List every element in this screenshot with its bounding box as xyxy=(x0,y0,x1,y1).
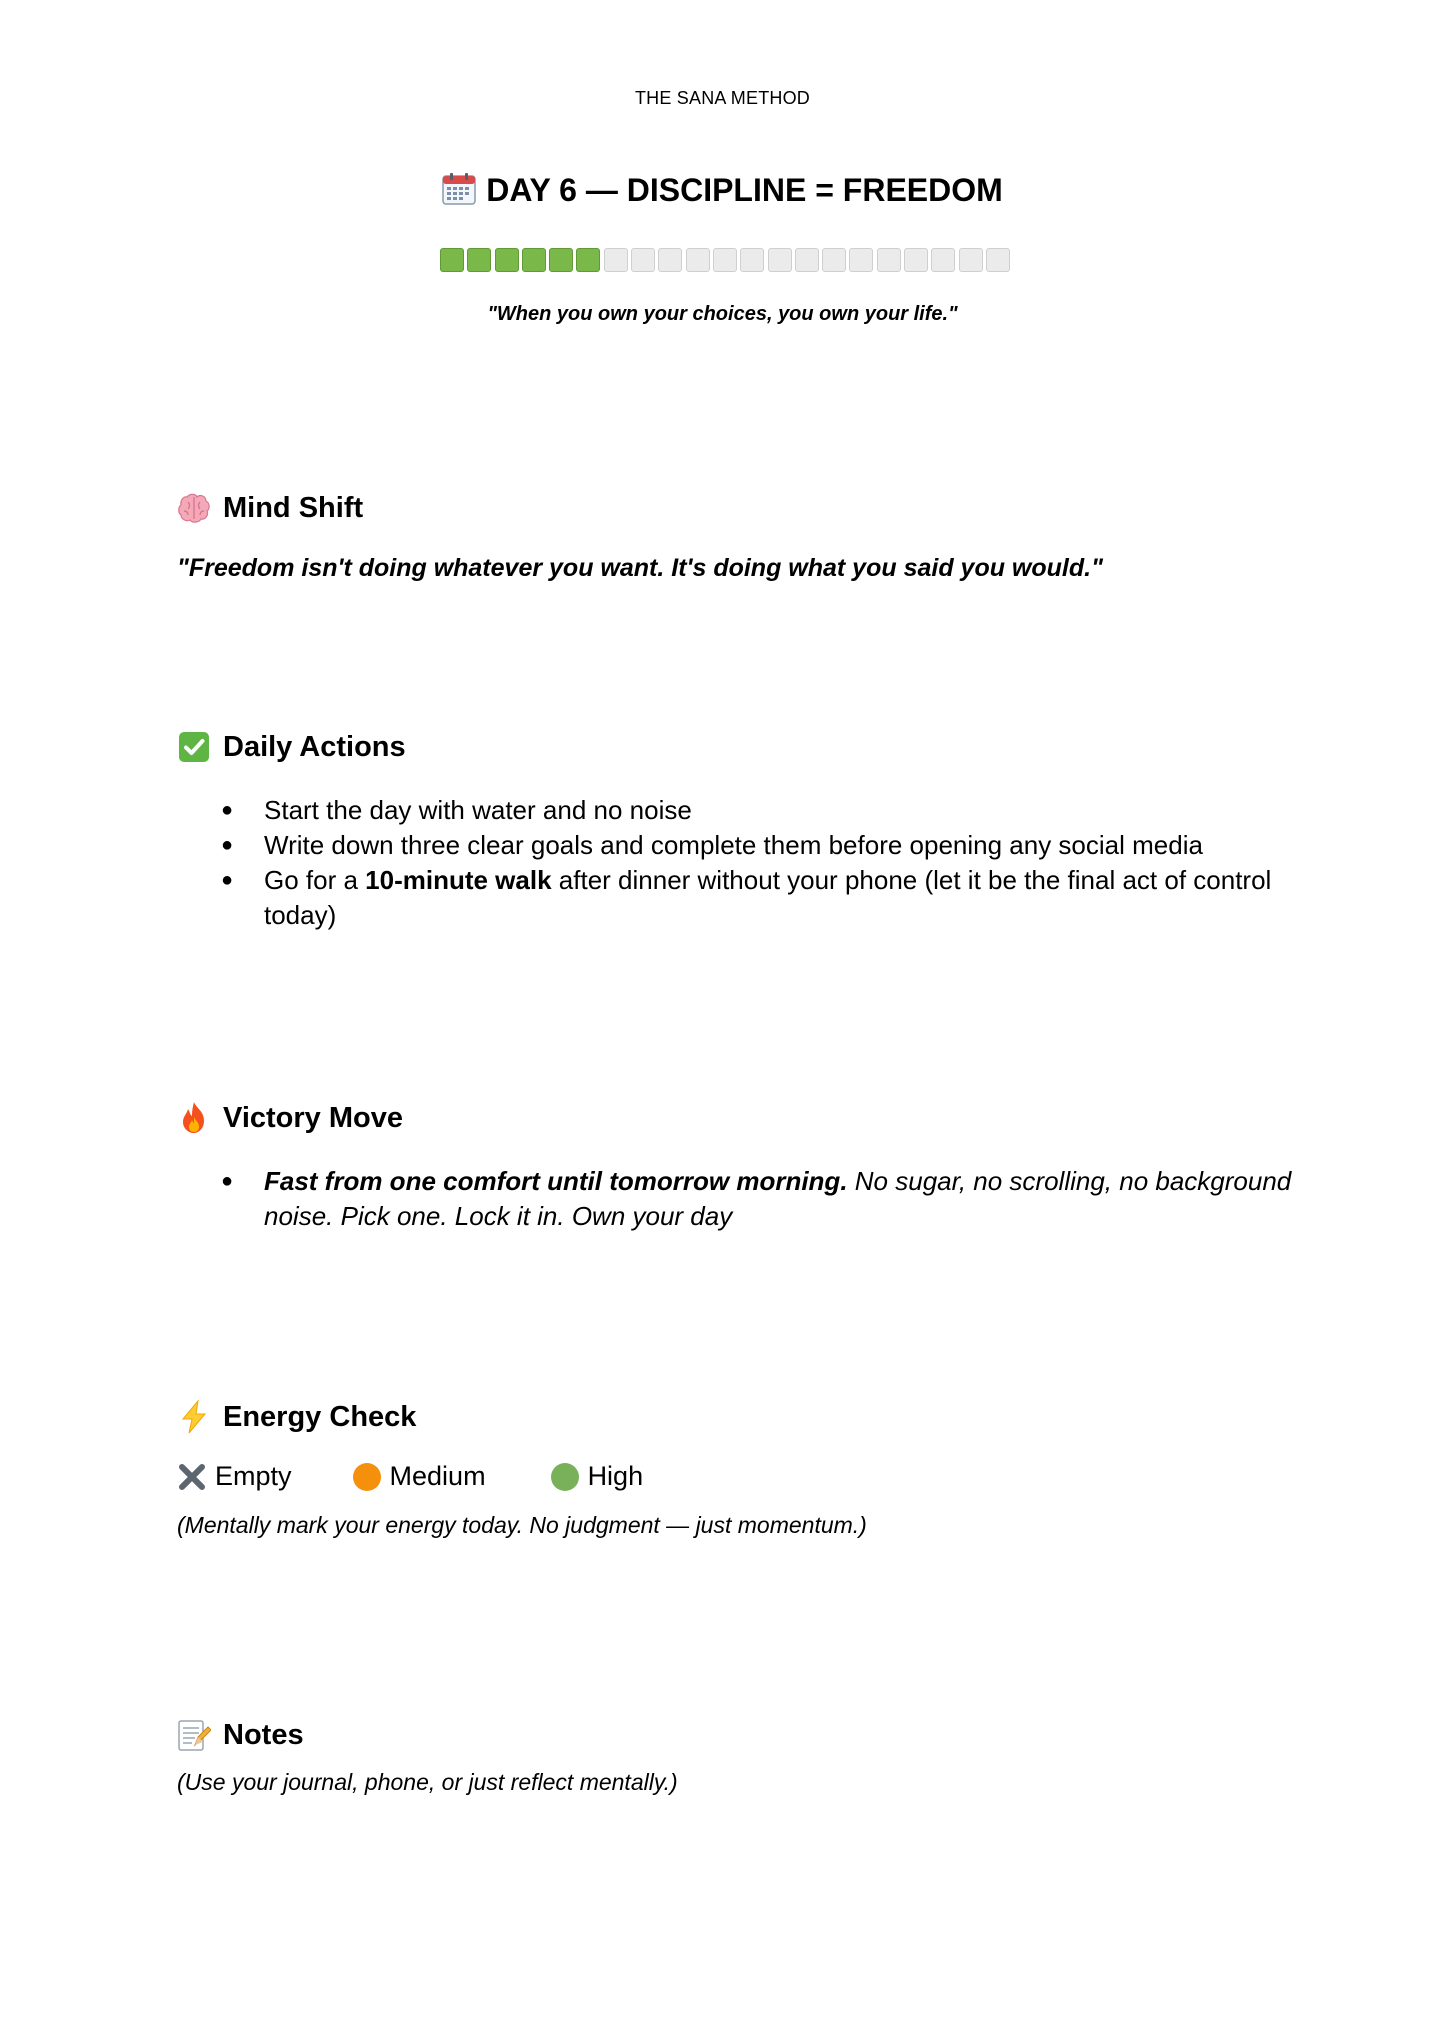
lightning-icon xyxy=(177,1400,211,1434)
list-item xyxy=(177,863,1297,933)
list-item xyxy=(177,793,1297,828)
energy-option-high[interactable] xyxy=(550,1461,644,1492)
brain-icon xyxy=(177,491,211,525)
notes-title: Notes xyxy=(223,1718,304,1751)
energy-option-label: High xyxy=(587,1461,644,1491)
running-header: THE SANA METHOD xyxy=(634,88,811,108)
progress-cell-incomplete xyxy=(713,248,737,272)
green-circle-icon xyxy=(550,1462,580,1492)
section-heading xyxy=(177,1098,1297,1138)
mind-shift-quote: "Freedom isn't doing whatever you want. It's doing what you said you would." xyxy=(177,554,1103,582)
progress-cell-incomplete xyxy=(604,248,628,272)
check-mark-icon xyxy=(177,730,211,764)
progress-cell-complete xyxy=(522,248,546,272)
victory-move-section xyxy=(177,1098,1297,1234)
progress-cell-complete xyxy=(495,248,519,272)
tagline-quote: "When you own your choices, you own your life." xyxy=(487,303,958,325)
notes-section xyxy=(177,1715,1297,1796)
progress-cell-incomplete xyxy=(986,248,1010,272)
mind-shift-title: Mind Shift xyxy=(223,491,364,524)
memo-icon xyxy=(177,1718,211,1752)
list-item xyxy=(177,1164,1297,1234)
progress-cell-complete xyxy=(576,248,600,272)
progress-cell-incomplete xyxy=(740,248,764,272)
progress-cell-complete xyxy=(467,248,491,272)
progress-cell-incomplete xyxy=(658,248,682,272)
victory-move-title: Victory Move xyxy=(223,1101,403,1134)
page-title xyxy=(0,172,1445,209)
progress-cell-incomplete xyxy=(686,248,710,272)
x-mark-icon xyxy=(177,1462,207,1492)
section-heading xyxy=(177,1715,1297,1755)
progress-cell-complete xyxy=(440,248,464,272)
page-title-text: DAY 6 — DISCIPLINE = FREEDOM xyxy=(486,172,1003,208)
progress-bar xyxy=(440,248,1010,272)
victory-move-rest: No sugar, no scrolling, no background noise. Pick one. Lock it in. Own your day xyxy=(264,1166,1292,1231)
mind-shift-section xyxy=(177,488,1297,583)
bullet-icon: ● xyxy=(221,869,234,891)
bullet-icon: ● xyxy=(221,834,234,856)
progress-cell-incomplete xyxy=(877,248,901,272)
progress-cell-incomplete xyxy=(768,248,792,272)
list-item-text-post: after dinner without your phone (let it be the final act of control today) xyxy=(264,865,1272,930)
progress-cell-incomplete xyxy=(795,248,819,272)
progress-cell-complete xyxy=(549,248,573,272)
victory-move-list xyxy=(177,1164,1297,1234)
bullet-icon: ● xyxy=(221,1170,234,1192)
list-item-text: Write down three clear goals and complete them before opening any social media xyxy=(264,830,1203,860)
progress-cell-incomplete xyxy=(849,248,873,272)
calendar-icon xyxy=(442,173,476,205)
daily-actions-list xyxy=(177,793,1297,933)
list-item-text-bold: 10-minute walk xyxy=(365,865,552,895)
orange-circle-icon xyxy=(352,1462,382,1492)
list-item-text-pre: Go for a xyxy=(264,865,366,895)
fire-icon xyxy=(177,1101,211,1135)
section-heading xyxy=(177,727,1297,767)
daily-actions-title: Daily Actions xyxy=(223,730,406,763)
progress-cell-incomplete xyxy=(931,248,955,272)
energy-options xyxy=(177,1461,1297,1492)
section-heading xyxy=(177,488,1297,528)
list-item xyxy=(177,828,1297,863)
daily-actions-section xyxy=(177,727,1297,933)
notes-note: (Use your journal, phone, or just reflect mentally.) xyxy=(177,1769,678,1795)
victory-move-bold: Fast from one comfort until tomorrow morning. xyxy=(264,1166,848,1196)
energy-check-note: (Mentally mark your energy today. No judgment — just momentum.) xyxy=(177,1512,867,1538)
energy-option-label: Medium xyxy=(389,1461,486,1491)
energy-option-label: Empty xyxy=(215,1461,292,1491)
energy-option-empty[interactable] xyxy=(177,1461,292,1492)
progress-cell-incomplete xyxy=(959,248,983,272)
progress-cell-incomplete xyxy=(631,248,655,272)
section-heading xyxy=(177,1397,1297,1437)
energy-check-section xyxy=(177,1397,1297,1539)
bullet-icon: ● xyxy=(221,799,234,821)
progress-cell-incomplete xyxy=(904,248,928,272)
energy-option-medium[interactable] xyxy=(352,1461,486,1492)
energy-check-title: Energy Check xyxy=(223,1400,417,1433)
list-item-text: Start the day with water and no noise xyxy=(264,795,692,825)
progress-cell-incomplete xyxy=(822,248,846,272)
